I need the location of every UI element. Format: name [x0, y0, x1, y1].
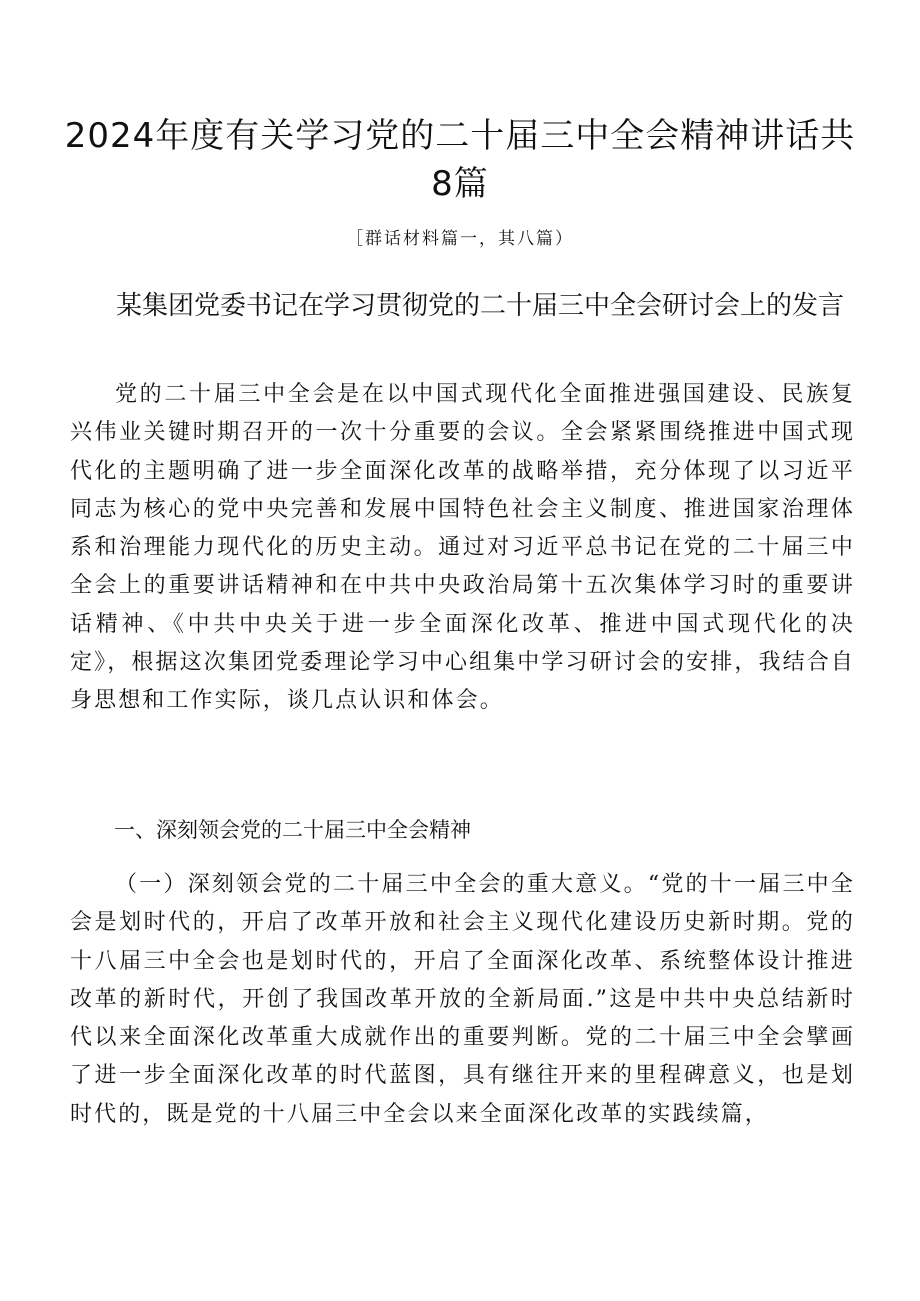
heading-1: 一、深刻领会党的二十届三中全会精神	[114, 818, 471, 842]
document-title: 2024年度有关学习党的二十届三中全会精神讲话共8篇	[64, 116, 856, 204]
body-paragraph-2: （一）深刻领会党的二十届三中全会的重大意义。“党的十一届三中全会是划时代的，开启了改革开放和社会主义现代化建设历史新时期。党的十八届三中全会也是划时代的，开启了全面深化改革、系统整体设计推进改革的新时代，开创了我国改革开放的全新局面.”这是中共中央总结新时代以来全面深化改革重大成就作出的重要判断。党的二十届三中全会擘画了进一步全面深化改革的时代蓝图，具有继往开来的里程碑意义，也是划时代的，既是党的十八届三中全会以来全面深化改革的实践续篇，	[70, 872, 855, 1127]
document-subtitle: ［群话材料篇一，其八篇）	[346, 229, 574, 249]
body-paragraph-1: 党的二十届三中全会是在以中国式现代化全面推进强国建设、民族复兴伟业关键时期召开的一次十分重要的会议。全会紧紧围绕推进中国式现代化的主题明确了进一步全面深化改革的战略举措，充分体现了以习近平同志为核心的党中央完善和发展中国特色社会主义制度、推进国家治理体系和治理能力现代化的历史主动。通过对习近平总书记在党的二十届三中全会上的重要讲话精神和在中共中央政治局第十五次集体学习时的重要讲话精神、《中共中央关于进一步全面深化改革、推进中国式现代化的决定》，根据这次集团党委理论学习中心组集中学习研讨会的安排，我结合自身思想和工作实际，谈几点认识和体会。	[70, 382, 855, 714]
section-title: 某集团党委书记在学习贯彻党的二十届三中全会研讨会上的发言	[115, 291, 844, 321]
